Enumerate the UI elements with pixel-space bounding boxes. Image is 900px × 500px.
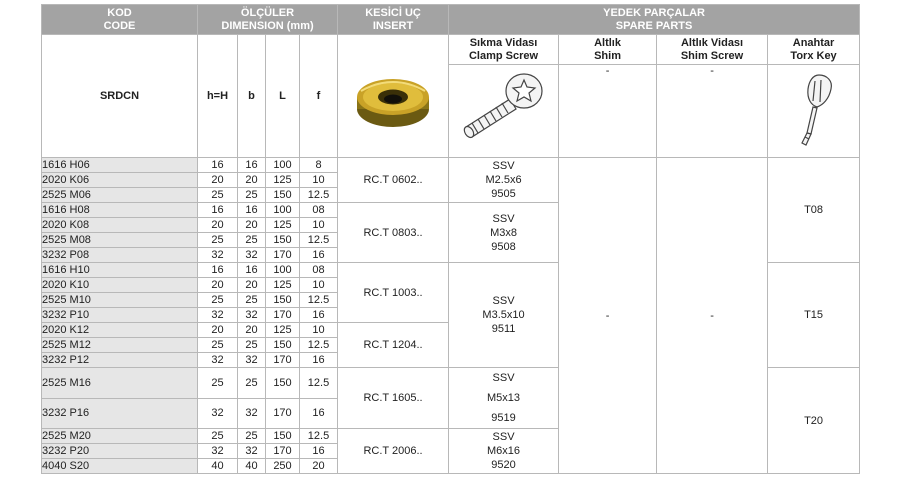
table-row-code: 1616 H10: [42, 263, 198, 278]
table-row-code: 2525 M08: [42, 233, 198, 248]
clamp-screw-spec: SSV M2.5x6 9505: [449, 158, 559, 203]
clamp-screw-image-cell: [449, 65, 559, 158]
cell-l: 170: [266, 353, 300, 368]
table-row-code: 2525 M10: [42, 293, 198, 308]
cell-f: 12.5: [300, 293, 338, 308]
cell-f: 10: [300, 323, 338, 338]
cell-l: 125: [266, 173, 300, 188]
cell-b: 32: [238, 353, 266, 368]
series-label: SRDCN: [42, 35, 198, 158]
cell-f: 12.5: [300, 338, 338, 353]
cell-h: 16: [198, 263, 238, 278]
cell-b: 20: [238, 218, 266, 233]
shim-screw-value: -: [657, 158, 768, 474]
cell-l: 250: [266, 459, 300, 474]
header-clamp-screw: Sıkma Vidası Clamp Screw: [449, 35, 559, 65]
cell-b: 20: [238, 278, 266, 293]
cell-h: 25: [198, 233, 238, 248]
table-row-code: 2525 M06: [42, 188, 198, 203]
clamp-screw-spec: SSV M3.5x10 9511: [449, 263, 559, 368]
dim-label-f: f: [300, 35, 338, 158]
table-row-code: 3232 P12: [42, 353, 198, 368]
header-shim: Altlık Shim: [559, 35, 657, 65]
cell-h: 20: [198, 323, 238, 338]
cell-h: 32: [198, 398, 238, 429]
cell-h: 16: [198, 203, 238, 218]
insert-image-cell: [338, 35, 449, 158]
table-row-code: 2525 M16: [42, 368, 198, 399]
cell-h: 32: [198, 444, 238, 459]
cell-b: 25: [238, 338, 266, 353]
table-row-code: 3232 P16: [42, 398, 198, 429]
cell-f: 16: [300, 353, 338, 368]
table-row-code: 4040 S20: [42, 459, 198, 474]
table-row-code: 1616 H08: [42, 203, 198, 218]
cell-b: 32: [238, 444, 266, 459]
cell-b: 20: [238, 173, 266, 188]
cell-h: 16: [198, 158, 238, 173]
clamp-screw-spec: SSV M5x13 9519: [449, 368, 559, 429]
table-row-code: 3232 P20: [42, 444, 198, 459]
cell-l: 150: [266, 368, 300, 399]
shim-screw-dash: -: [657, 65, 768, 158]
round-insert-icon: [351, 61, 435, 131]
torx-key-value: T20: [768, 368, 860, 474]
cell-b: 25: [238, 429, 266, 444]
dim-label-l: L: [266, 35, 300, 158]
cell-l: 125: [266, 323, 300, 338]
cell-l: 150: [266, 429, 300, 444]
cell-f: 16: [300, 308, 338, 323]
header-code: KOD CODE: [42, 5, 198, 35]
torx-key-value: T15: [768, 263, 860, 368]
spec-table: [41, 4, 860, 474]
table-row-code: 2020 K06: [42, 173, 198, 188]
cell-h: 25: [198, 429, 238, 444]
cell-l: 125: [266, 278, 300, 293]
cell-l: 150: [266, 188, 300, 203]
table-row-code: 2525 M12: [42, 338, 198, 353]
cell-l: 170: [266, 444, 300, 459]
cell-h: 40: [198, 459, 238, 474]
table-row-code: 3232 P10: [42, 308, 198, 323]
cell-f: 12.5: [300, 429, 338, 444]
table-row-code: 3232 P08: [42, 248, 198, 263]
cell-b: 16: [238, 203, 266, 218]
cell-l: 150: [266, 233, 300, 248]
cell-f: 08: [300, 263, 338, 278]
dim-label-b: b: [238, 35, 266, 158]
cell-b: 32: [238, 248, 266, 263]
cell-f: 8: [300, 158, 338, 173]
cell-f: 10: [300, 173, 338, 188]
cell-l: 170: [266, 308, 300, 323]
insert-code: RC.T 0602..: [338, 158, 449, 203]
cell-h: 25: [198, 188, 238, 203]
cell-f: 16: [300, 248, 338, 263]
cell-l: 100: [266, 203, 300, 218]
cell-h: 25: [198, 338, 238, 353]
cell-h: 20: [198, 278, 238, 293]
table-row-code: 2020 K10: [42, 278, 198, 293]
header-dimension: ÖLÇÜLER DIMENSION (mm): [198, 5, 338, 35]
cell-l: 170: [266, 248, 300, 263]
shim-dash: -: [559, 65, 657, 158]
cell-b: 20: [238, 323, 266, 338]
cell-f: 10: [300, 218, 338, 233]
cell-f: 08: [300, 203, 338, 218]
cell-b: 25: [238, 188, 266, 203]
cell-l: 170: [266, 398, 300, 429]
table-row-code: 2525 M20: [42, 429, 198, 444]
cell-l: 150: [266, 293, 300, 308]
torx-key-icon: [789, 69, 839, 153]
insert-code: RC.T 1204..: [338, 323, 449, 368]
cell-b: 32: [238, 398, 266, 429]
torx-screw-icon: [456, 69, 552, 153]
table-row-code: 2020 K12: [42, 323, 198, 338]
cell-l: 125: [266, 218, 300, 233]
header-shim-screw: Altlık Vidası Shim Screw: [657, 35, 768, 65]
cell-f: 12.5: [300, 188, 338, 203]
torx-key-value: T08: [768, 158, 860, 263]
cell-h: 25: [198, 293, 238, 308]
cell-h: 32: [198, 353, 238, 368]
cell-l: 100: [266, 158, 300, 173]
cell-f: 16: [300, 398, 338, 429]
cell-l: 100: [266, 263, 300, 278]
spec-table-wrapper: [41, 4, 859, 474]
cell-f: 16: [300, 444, 338, 459]
cell-b: 32: [238, 308, 266, 323]
cell-f: 20: [300, 459, 338, 474]
header-spare-parts: YEDEK PARÇALAR SPARE PARTS: [449, 5, 860, 35]
insert-code: RC.T 0803..: [338, 203, 449, 263]
cell-h: 25: [198, 368, 238, 399]
cell-f: 12.5: [300, 368, 338, 399]
torx-key-image-cell: [768, 65, 860, 158]
clamp-screw-spec: SSV M6x16 9520: [449, 429, 559, 474]
cell-b: 25: [238, 233, 266, 248]
cell-b: 25: [238, 368, 266, 399]
cell-b: 25: [238, 293, 266, 308]
clamp-screw-spec: SSV M3x8 9508: [449, 203, 559, 263]
header-torx-key: Anahtar Torx Key: [768, 35, 860, 65]
cell-b: 16: [238, 158, 266, 173]
shim-value: -: [559, 158, 657, 474]
header-insert: KESİCİ UÇ INSERT: [338, 5, 449, 35]
insert-code: RC.T 1605..: [338, 368, 449, 429]
dim-label-h: h=H: [198, 35, 238, 158]
cell-l: 150: [266, 338, 300, 353]
table-row-code: 1616 H06: [42, 158, 198, 173]
cell-h: 32: [198, 308, 238, 323]
cell-f: 10: [300, 278, 338, 293]
cell-b: 40: [238, 459, 266, 474]
insert-code: RC.T 1003..: [338, 263, 449, 323]
cell-f: 12.5: [300, 233, 338, 248]
cell-h: 20: [198, 218, 238, 233]
cell-h: 32: [198, 248, 238, 263]
cell-h: 20: [198, 173, 238, 188]
cell-b: 16: [238, 263, 266, 278]
insert-code: RC.T 2006..: [338, 429, 449, 474]
table-row-code: 2020 K08: [42, 218, 198, 233]
